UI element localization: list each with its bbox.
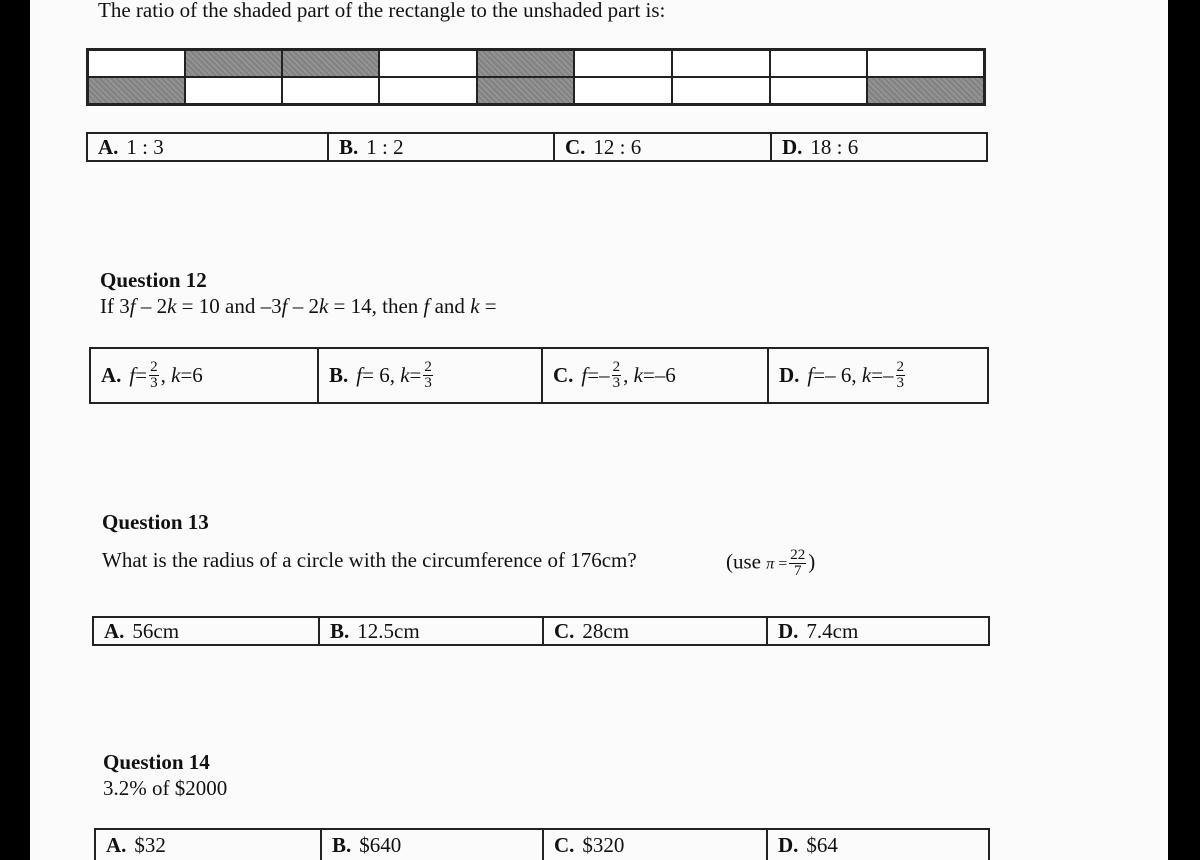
q11-option-a[interactable] — [88, 134, 327, 160]
var-k: k — [171, 363, 181, 387]
option-text: 12 : 6 — [593, 134, 642, 159]
equals: = — [135, 363, 148, 387]
denominator: 3 — [424, 375, 432, 391]
q14-option-a[interactable] — [96, 830, 320, 860]
q11-option-d[interactable] — [770, 134, 986, 160]
separator: , — [160, 363, 166, 387]
unshaded-cell — [770, 50, 867, 77]
shaded-cell — [88, 77, 185, 104]
equals: = — [587, 363, 600, 387]
sign: – — [599, 363, 610, 387]
q14-option-c[interactable] — [542, 830, 766, 860]
stem-var: k — [167, 294, 177, 318]
unshaded-cell — [379, 50, 477, 77]
q14-options — [94, 828, 990, 860]
q14-stem: 3.2% of $2000 — [103, 776, 228, 800]
option-text: 1 : 3 — [126, 134, 164, 159]
option-letter: B. — [339, 134, 359, 159]
unshaded-cell — [867, 50, 984, 77]
shaded-cell — [477, 50, 574, 77]
q12-stem — [100, 294, 497, 318]
option-letter: D. — [782, 134, 803, 159]
equals: = — [642, 363, 655, 387]
option-text: 18 : 6 — [810, 134, 859, 159]
option-letter: A. — [104, 618, 125, 643]
fraction-k — [896, 360, 906, 391]
q13-stem: What is the radius of a circle with the circumference of 176cm? — [102, 548, 637, 572]
option-text: $64 — [806, 832, 838, 857]
q13-hint — [726, 548, 815, 579]
shaded-rectangle — [86, 48, 986, 106]
q12-option-a[interactable] — [91, 349, 317, 402]
option-letter: D. — [778, 832, 799, 857]
q11-options — [86, 132, 988, 162]
var-f: f — [356, 363, 363, 387]
var-k: k — [633, 363, 643, 387]
option-letter: C. — [565, 134, 586, 159]
q13-option-b[interactable] — [318, 618, 542, 644]
option-letter: B. — [332, 832, 352, 857]
option-letter: A. — [106, 832, 127, 857]
denominator: 3 — [150, 375, 158, 391]
shaded-cell — [867, 77, 984, 104]
equals: = — [774, 555, 788, 573]
stem-part: = 10 and –3 — [176, 294, 282, 318]
stem-part: – 2 — [287, 294, 319, 318]
q12-option-b[interactable] — [317, 349, 541, 402]
numerator: 2 — [424, 359, 432, 375]
q11-option-c[interactable] — [553, 134, 770, 160]
stem-part: = — [479, 294, 497, 318]
hint-text: (use — [726, 549, 767, 574]
equals: = — [180, 363, 193, 387]
option-letter: D. — [779, 363, 800, 387]
fraction-k — [423, 360, 433, 391]
fraction-f — [612, 360, 622, 391]
value-f: – 6, — [825, 363, 857, 387]
worksheet-page — [30, 0, 1168, 860]
sign: – — [883, 363, 894, 387]
shaded-cell — [185, 50, 282, 77]
q12-option-d[interactable] — [767, 349, 987, 402]
option-text: 1 : 2 — [366, 134, 404, 159]
unshaded-cell — [672, 77, 770, 104]
var-f: f — [807, 363, 814, 387]
value-k: –6 — [654, 363, 676, 387]
option-text: $640 — [359, 832, 402, 857]
option-text: 7.4cm — [806, 618, 859, 643]
value-k: 6 — [192, 363, 203, 387]
q14-option-d[interactable] — [766, 830, 988, 860]
q13-option-a[interactable] — [94, 618, 318, 644]
denominator: 3 — [612, 375, 621, 391]
option-letter: B. — [330, 618, 350, 643]
equals: = — [813, 363, 826, 387]
option-text: 28cm — [582, 618, 630, 643]
q13-title: Question 13 — [102, 510, 209, 534]
var-f: f — [581, 363, 588, 387]
stem-part: – 2 — [135, 294, 168, 318]
q13-option-d[interactable] — [766, 618, 988, 644]
stem-part: and — [429, 294, 471, 318]
option-letter: B. — [329, 363, 349, 387]
stem-var: f — [423, 294, 430, 318]
option-letter: C. — [554, 832, 575, 857]
separator: , — [623, 363, 629, 387]
var-k: k — [400, 363, 410, 387]
unshaded-cell — [88, 50, 185, 77]
var-k: k — [861, 363, 872, 387]
stem-var: f — [129, 294, 136, 318]
q14-option-b[interactable] — [320, 830, 542, 860]
denominator: 7 — [794, 563, 802, 579]
var-f: f — [129, 363, 136, 387]
stem-var: f — [281, 294, 288, 318]
value-f: 6, — [379, 363, 395, 387]
unshaded-cell — [574, 77, 672, 104]
shaded-cell — [282, 50, 379, 77]
unshaded-cell — [379, 77, 477, 104]
fraction-pi — [789, 548, 806, 579]
stem-part: = 14, then — [328, 294, 424, 318]
denominator: 3 — [896, 375, 905, 391]
q14-title: Question 14 — [103, 750, 210, 774]
numerator: 22 — [790, 547, 806, 563]
numerator: 2 — [612, 359, 621, 375]
unshaded-cell — [672, 50, 770, 77]
q12-title: Question 12 — [100, 268, 207, 292]
q11-stem: The ratio of the shaded part of the rectangle to the unshaded part is: — [98, 0, 666, 22]
pi-symbol: π — [766, 555, 775, 573]
hint-text: ) — [808, 549, 816, 574]
option-letter: C. — [553, 363, 574, 387]
stem-part: If 3 — [100, 294, 130, 318]
option-letter: D. — [778, 618, 799, 643]
q13-option-c[interactable] — [542, 618, 766, 644]
unshaded-cell — [574, 50, 672, 77]
option-letter: C. — [554, 618, 575, 643]
option-text: $320 — [582, 832, 625, 857]
option-text: $32 — [134, 832, 166, 857]
unshaded-cell — [282, 77, 379, 104]
q11-option-b[interactable] — [327, 134, 553, 160]
numerator: 2 — [896, 359, 905, 375]
unshaded-cell — [185, 77, 282, 104]
q12-options — [89, 347, 989, 404]
option-text: 56cm — [132, 618, 180, 643]
fraction-f — [149, 360, 159, 391]
equals: = — [871, 363, 884, 387]
shaded-cell — [477, 77, 574, 104]
option-text: 12.5cm — [357, 618, 420, 643]
stem-var: k — [470, 294, 480, 318]
option-letter: A. — [101, 363, 122, 387]
q12-option-c[interactable] — [541, 349, 767, 402]
equals: = — [409, 363, 422, 387]
stem-var: k — [318, 294, 329, 318]
option-letter: A. — [98, 134, 119, 159]
unshaded-cell — [770, 77, 867, 104]
equals: = — [362, 363, 374, 387]
numerator: 2 — [150, 359, 158, 375]
q13-options — [92, 616, 990, 646]
